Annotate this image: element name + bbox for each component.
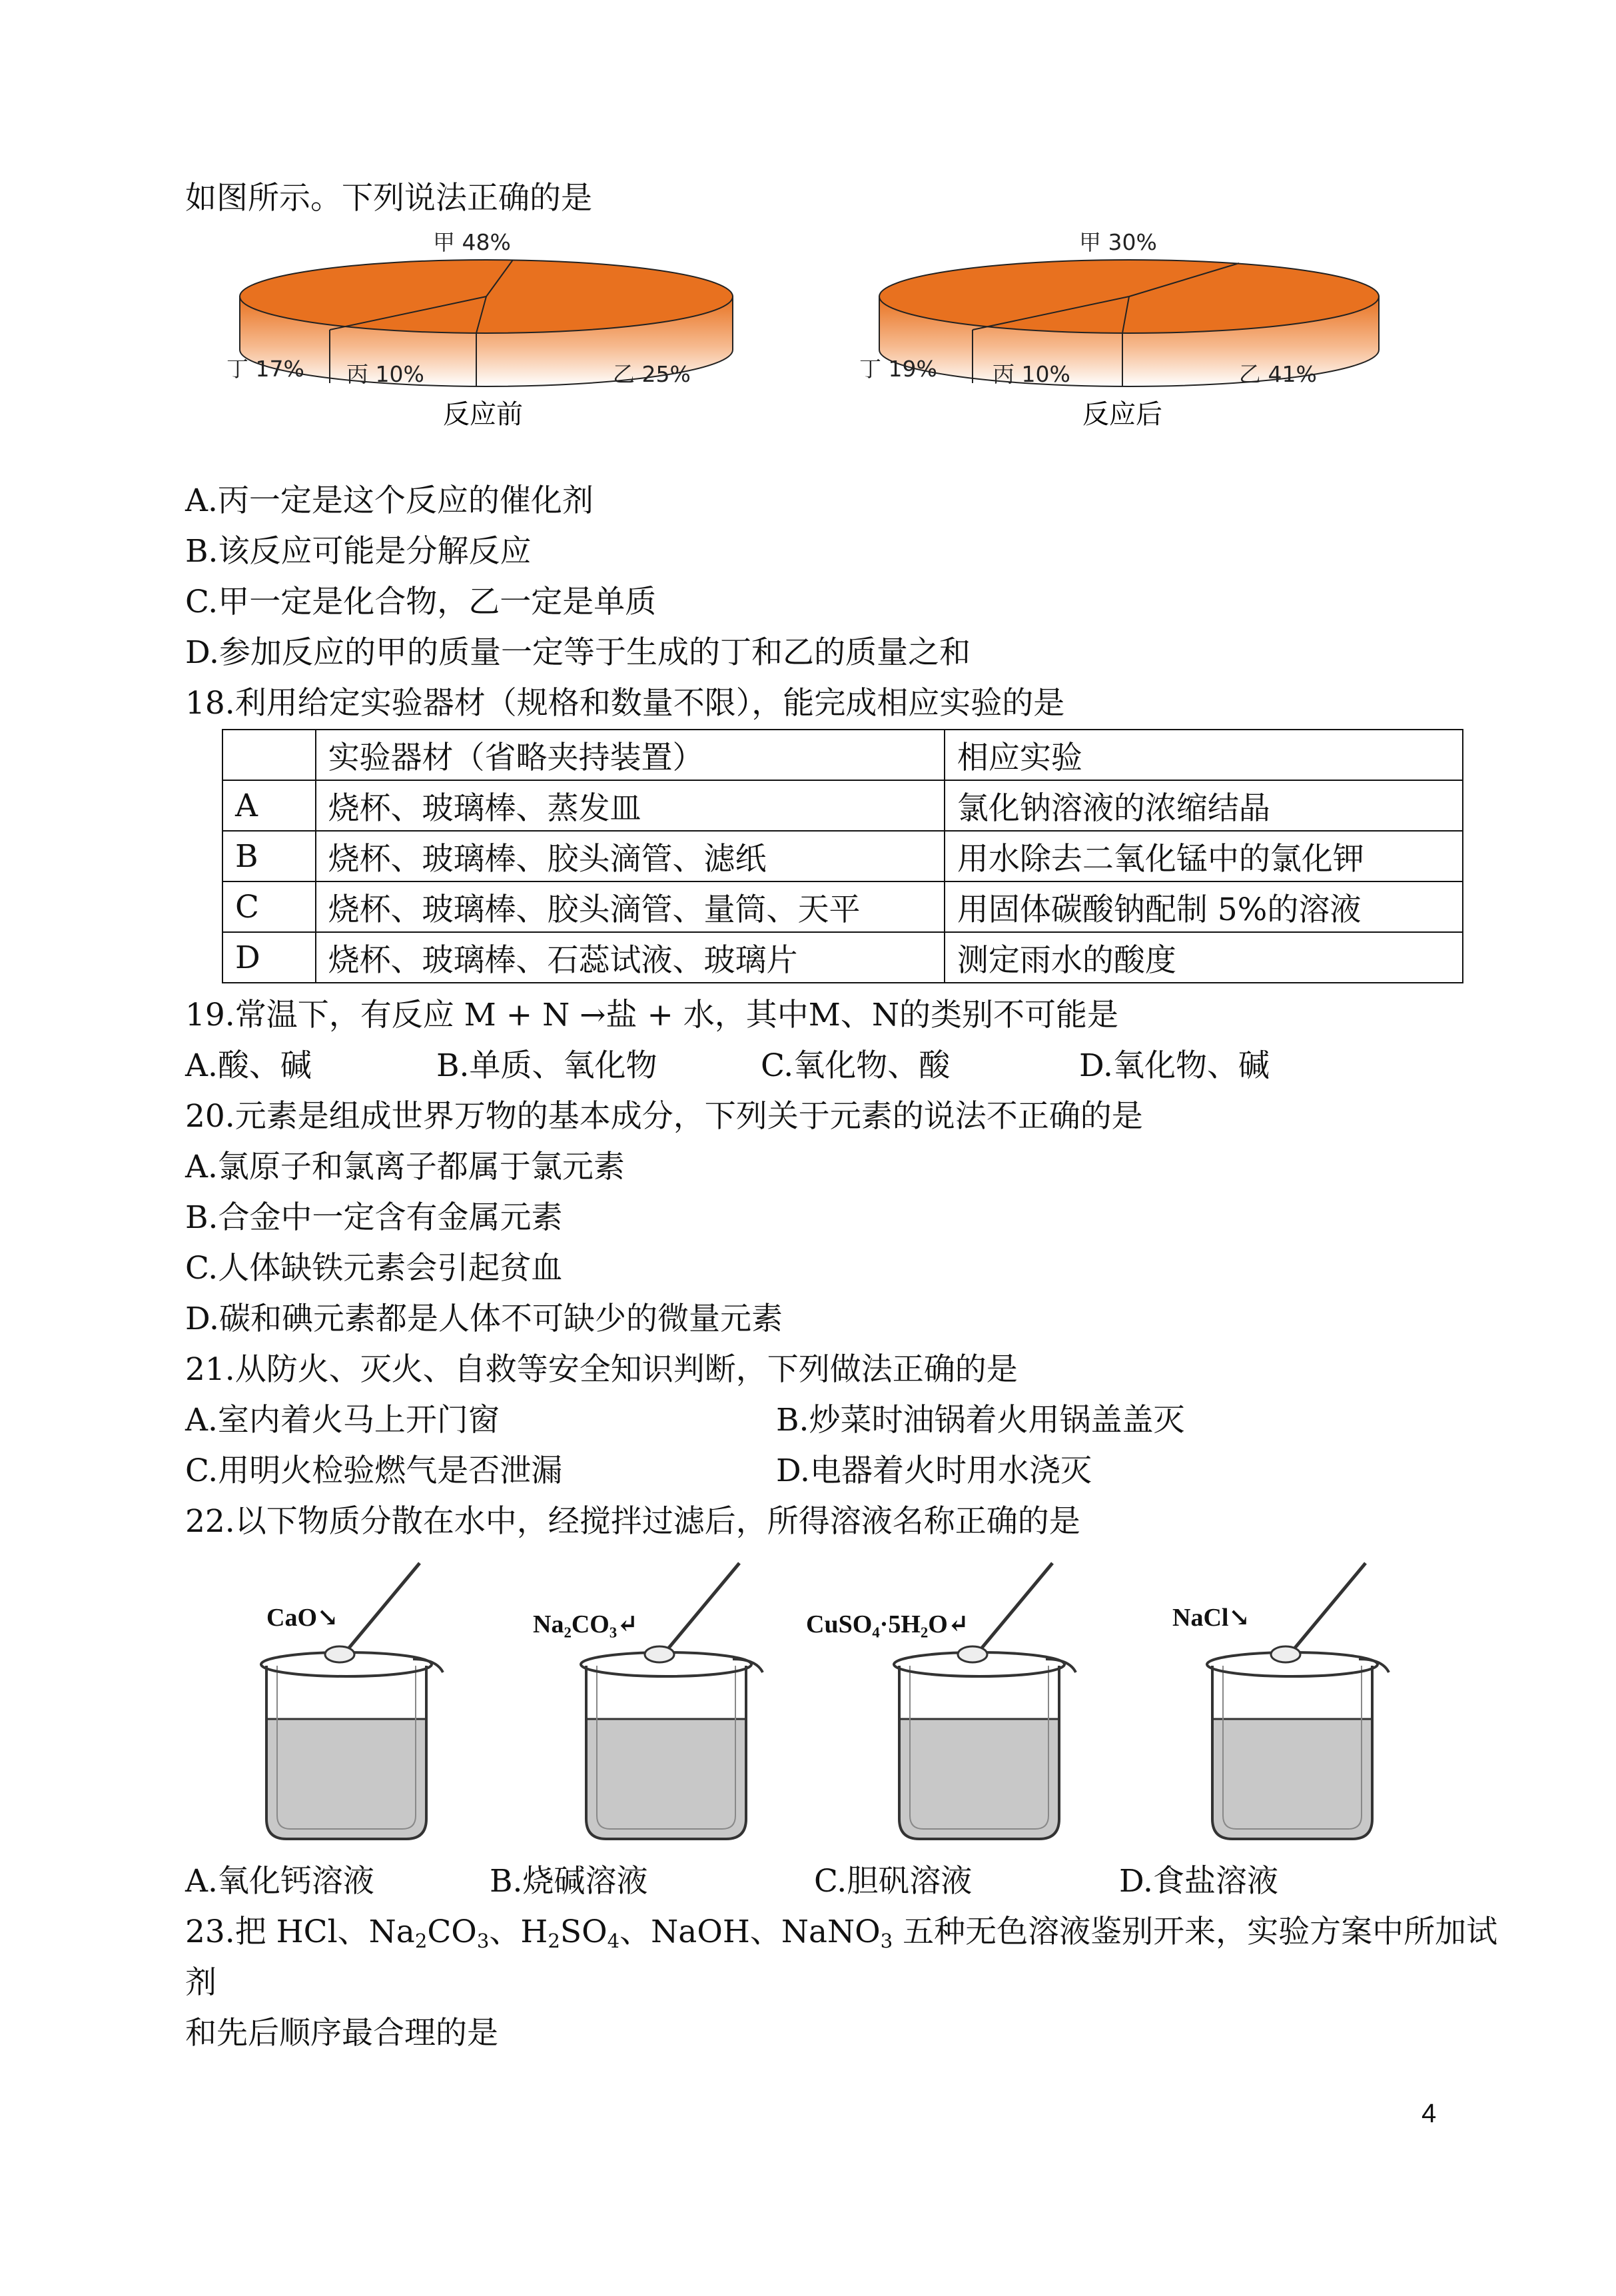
table-cell: D bbox=[222, 932, 316, 983]
pie-before-label-jia: 甲 48% bbox=[433, 230, 511, 255]
pie-before-title: 反应前 bbox=[443, 399, 523, 430]
beaker-label-nacl: NaCl↘ bbox=[1172, 1604, 1250, 1632]
pie-after-title: 反应后 bbox=[1082, 399, 1162, 430]
q19-option-a: A.酸、碱 bbox=[185, 1047, 312, 1084]
q22-option-a: A.氧化钙溶液 bbox=[185, 1863, 374, 1900]
pie-after-label-ding: 丁 19% bbox=[859, 356, 937, 382]
q22-option-d: D.食盐溶液 bbox=[1119, 1863, 1278, 1900]
beakers-figure bbox=[240, 1559, 1412, 1852]
table-cell: 氯化钠溶液的浓缩结晶 bbox=[945, 780, 1463, 831]
q22-option-b: B.烧碱溶液 bbox=[490, 1863, 648, 1900]
q18-table bbox=[222, 729, 1463, 983]
q23-stem-line3: 和先后顺序最合理的是 bbox=[185, 2015, 498, 2051]
table-cell: A bbox=[222, 780, 316, 831]
q17-option-a: A.丙一定是这个反应的催化剂 bbox=[185, 482, 594, 519]
table-header-cell: 实验器材（省略夹持装置） bbox=[316, 730, 945, 780]
pie-before-label-bing: 丙 10% bbox=[346, 361, 424, 387]
table-cell: 烧杯、玻璃棒、胶头滴管、量筒、天平 bbox=[316, 881, 945, 932]
table-cell: 测定雨水的酸度 bbox=[945, 932, 1463, 983]
q23-stem: 23.把 HCl、$Na_2CO_3$、$H_2SO_4$、NaOH、NaNO$_3$ 五种无色溶液鉴别开来，实验方案中所加试 bbox=[185, 1914, 1498, 1953]
table-header-row bbox=[222, 730, 1463, 780]
table-cell: 用水除去二氧化锰中的氯化钾 bbox=[945, 831, 1463, 881]
page-number: 4 bbox=[1421, 2099, 1437, 2128]
table-row bbox=[222, 780, 1463, 831]
pie-charts bbox=[220, 230, 1419, 436]
table-cell: 烧杯、玻璃棒、蒸发皿 bbox=[316, 780, 945, 831]
table-header-cell bbox=[222, 730, 316, 780]
beaker-label-cao: CaO↘ bbox=[266, 1604, 338, 1632]
pie-before-label-ding: 丁 17% bbox=[226, 356, 304, 382]
table-cell: 烧杯、玻璃棒、石蕊试液、玻璃片 bbox=[316, 932, 945, 983]
table-header-cell: 相应实验 bbox=[945, 730, 1463, 780]
beaker-label-cuso4: CuSO₄·5H₂O↵ bbox=[806, 1610, 969, 1638]
q20-option-a: A.氯原子和氯离子都属于氯元素 bbox=[185, 1149, 625, 1185]
q22-option-c: C.胆矾溶液 bbox=[814, 1863, 973, 1900]
q19-stem: 19.常温下，有反应 M + N →盐 + 水，其中M、N的类别不可能是 bbox=[185, 997, 1119, 1033]
q23-stem-line2: 剂 bbox=[185, 1964, 216, 2001]
pie-before bbox=[226, 230, 733, 430]
q17-option-d: D.参加反应的甲的质量一定等于生成的丁和乙的质量之和 bbox=[185, 634, 971, 671]
q21-option-b: B.炒菜时油锅着火用锅盖盖灭 bbox=[776, 1402, 1185, 1438]
q21-option-d: D.电器着火时用水浇灭 bbox=[776, 1452, 1092, 1489]
table-row bbox=[222, 831, 1463, 881]
pie-after bbox=[859, 230, 1379, 430]
q21-stem: 21.从防火、灭火、自救等安全知识判断，下列做法正确的是 bbox=[185, 1351, 1018, 1388]
q18-stem: 18.利用给定实验器材（规格和数量不限），能完成相应实验的是 bbox=[185, 685, 1065, 722]
pie-before-label-yi: 乙 25% bbox=[613, 361, 691, 387]
table-row bbox=[222, 881, 1463, 932]
q20-stem: 20.元素是组成世界万物的基本成分，下列关于元素的说法不正确的是 bbox=[185, 1098, 1143, 1135]
q19-option-d: D.氧化物、碱 bbox=[1079, 1047, 1270, 1084]
q20-option-b: B.合金中一定含有金属元素 bbox=[185, 1199, 563, 1236]
q17-intro: 如图所示。下列说法正确的是 bbox=[185, 180, 592, 217]
q17-option-b: B.该反应可能是分解反应 bbox=[185, 533, 532, 570]
q20-option-d: D.碳和碘元素都是人体不可缺少的微量元素 bbox=[185, 1301, 783, 1337]
q19-option-b: B.单质、氧化物 bbox=[436, 1047, 657, 1084]
pie-after-label-bing: 丙 10% bbox=[993, 361, 1070, 387]
table-cell: 用固体碳酸钠配制 5%的溶液 bbox=[945, 881, 1463, 932]
table-row bbox=[222, 932, 1463, 983]
table-cell: B bbox=[222, 831, 316, 881]
beaker-label-na2co3: Na₂CO₃↵ bbox=[533, 1610, 639, 1638]
q21-option-a: A.室内着火马上开门窗 bbox=[185, 1402, 500, 1438]
q17-option-c: C.甲一定是化合物，乙一定是单质 bbox=[185, 584, 657, 620]
table-cell: 烧杯、玻璃棒、胶头滴管、滤纸 bbox=[316, 831, 945, 881]
q20-option-c: C.人体缺铁元素会引起贫血 bbox=[185, 1250, 563, 1287]
pie-after-label-jia: 甲 30% bbox=[1079, 230, 1157, 255]
q19-option-c: C.氧化物、酸 bbox=[761, 1047, 951, 1084]
q22-stem: 22.以下物质分散在水中，经搅拌过滤后，所得溶液名称正确的是 bbox=[185, 1503, 1080, 1540]
table-cell: C bbox=[222, 881, 316, 932]
q21-option-c: C.用明火检验燃气是否泄漏 bbox=[185, 1452, 563, 1489]
pie-after-label-yi: 乙 41% bbox=[1239, 361, 1317, 387]
